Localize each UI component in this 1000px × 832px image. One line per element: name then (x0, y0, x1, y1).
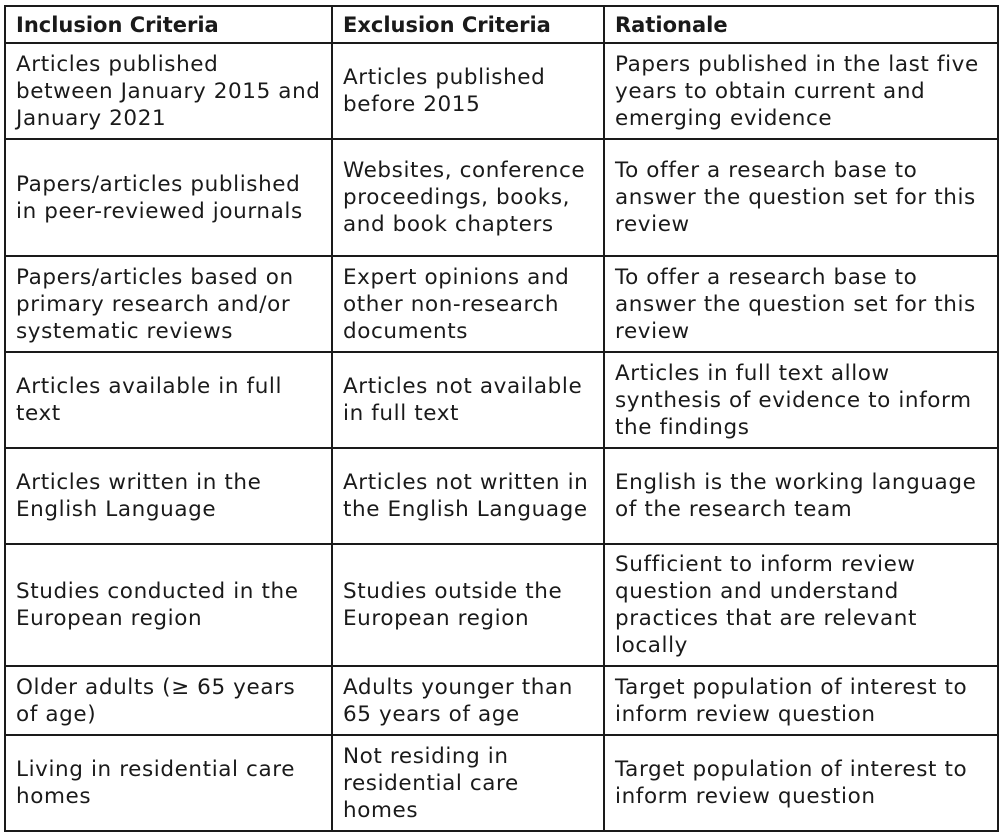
inclusion-cell: Papers/articles based on primary research and/or systematic reviews (5, 256, 332, 352)
exclusion-cell: Articles published before 2015 (332, 43, 604, 139)
inclusion-cell: Papers/articles published in peer-reviewed journals (5, 139, 332, 256)
header-inclusion-criteria: Inclusion Criteria (5, 6, 332, 43)
inclusion-cell: Older adults (≥ 65 years of age) (5, 666, 332, 735)
inclusion-cell: Articles available in full text (5, 352, 332, 448)
table-row (5, 666, 998, 735)
rationale-cell: Papers published in the last five years to obtain current and emerging evidence (604, 43, 998, 139)
rationale-cell: English is the working language of the research team (604, 448, 998, 544)
exclusion-cell: Websites, conference proceedings, books, and book chapters (332, 139, 604, 256)
table-row (5, 544, 998, 666)
exclusion-cell: Expert opinions and other non-research documents (332, 256, 604, 352)
rationale-cell: Sufficient to inform review question and understand practices that are relevant locally (604, 544, 998, 666)
header-exclusion-criteria: Exclusion Criteria (332, 6, 604, 43)
exclusion-cell: Adults younger than 65 years of age (332, 666, 604, 735)
rationale-cell: Target population of interest to inform review question (604, 735, 998, 831)
table-row (5, 735, 998, 831)
inclusion-cell: Living in residential care homes (5, 735, 332, 831)
inclusion-cell: Studies conducted in the European region (5, 544, 332, 666)
rationale-cell: To offer a research base to answer the question set for this review (604, 139, 998, 256)
rationale-cell: To offer a research base to answer the question set for this review (604, 256, 998, 352)
exclusion-cell: Articles not written in the English Language (332, 448, 604, 544)
table-row (5, 139, 998, 256)
table-row (5, 256, 998, 352)
table-row (5, 448, 998, 544)
rationale-cell: Articles in full text allow synthesis of evidence to inform the findings (604, 352, 998, 448)
inclusion-cell: Articles written in the English Language (5, 448, 332, 544)
table-row (5, 352, 998, 448)
table-header-row (5, 6, 998, 43)
exclusion-cell: Studies outside the European region (332, 544, 604, 666)
exclusion-cell: Articles not available in full text (332, 352, 604, 448)
inclusion-cell: Articles published between January 2015 and January 2021 (5, 43, 332, 139)
exclusion-cell: Not residing in residential care homes (332, 735, 604, 831)
rationale-cell: Target population of interest to inform review question (604, 666, 998, 735)
header-rationale: Rationale (604, 6, 998, 43)
table-row (5, 43, 998, 139)
criteria-table (4, 5, 999, 832)
